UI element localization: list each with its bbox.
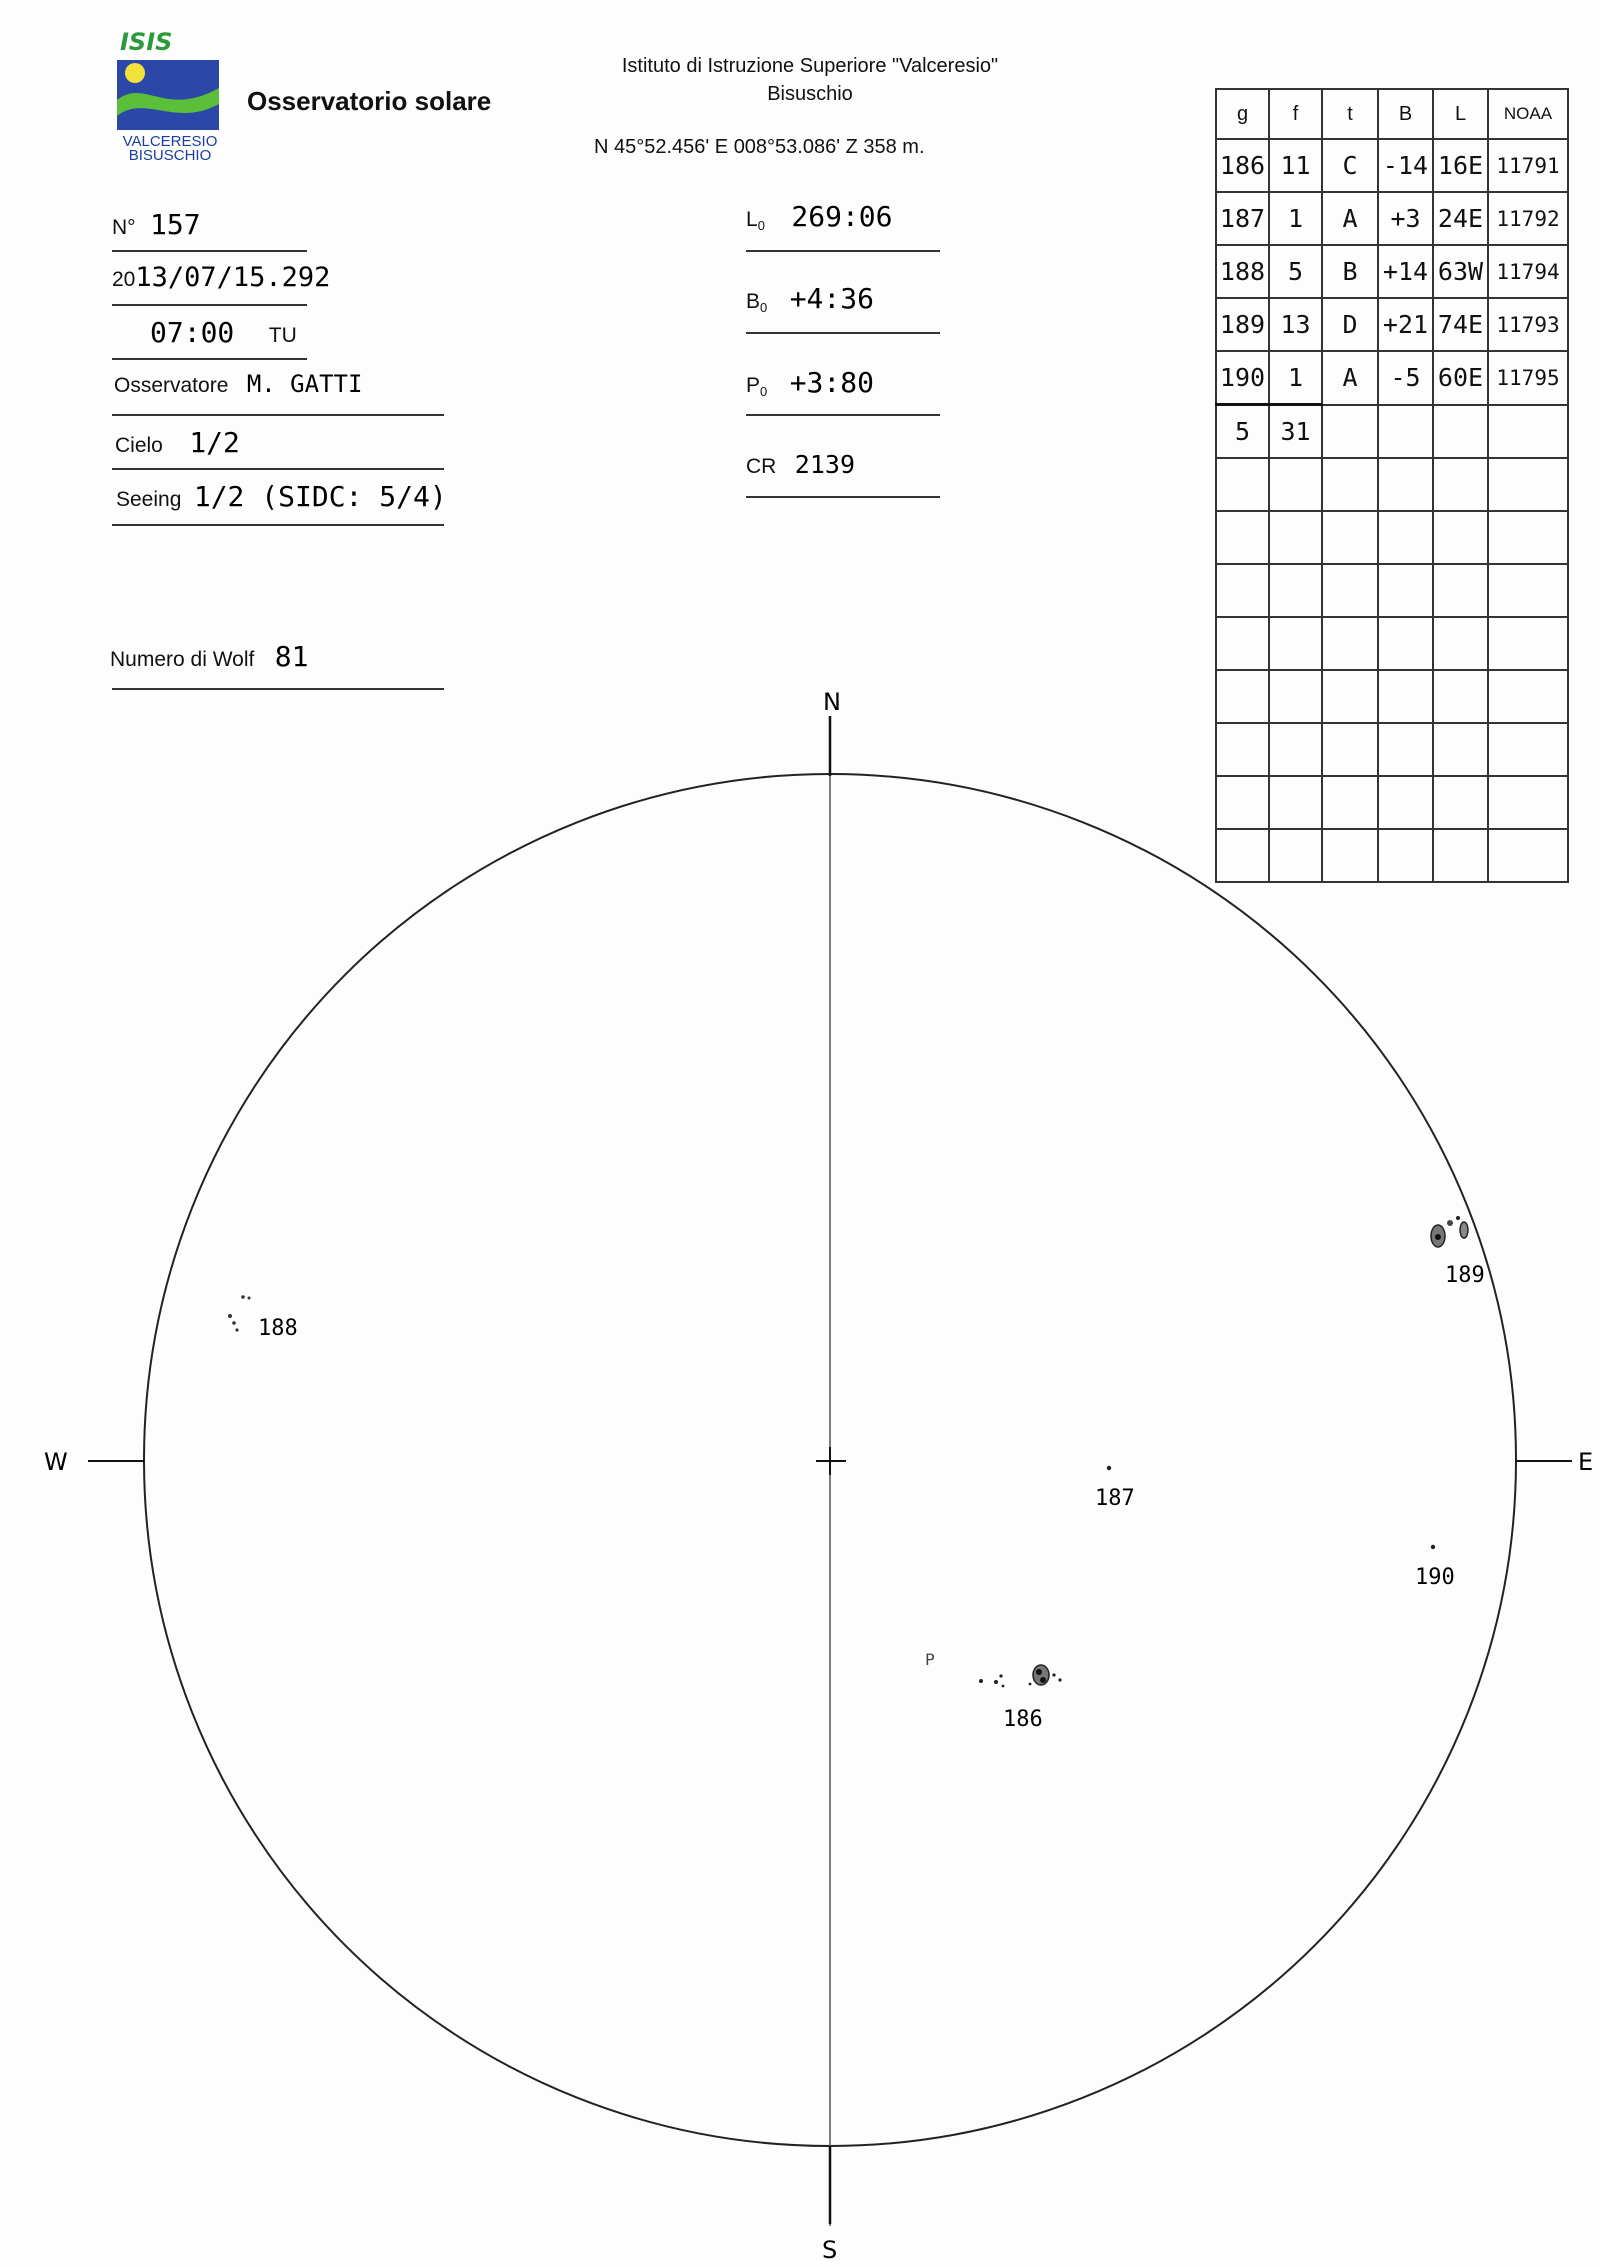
group-label-190: 190 bbox=[1415, 1565, 1455, 1590]
table-row bbox=[1216, 511, 1568, 564]
observatory-coordinates: N 45°52.456' E 008°53.086' Z 358 m. bbox=[594, 136, 925, 158]
table-cell: A bbox=[1322, 351, 1378, 405]
table-cell: +21 bbox=[1378, 298, 1433, 351]
table-cell bbox=[1433, 405, 1488, 459]
seeing-value: 1/2 (SIDC: 5/4) bbox=[193, 480, 447, 513]
table-cell: 16E bbox=[1433, 139, 1488, 192]
table-cell: 60E bbox=[1433, 351, 1488, 405]
table-row bbox=[1216, 617, 1568, 670]
col-header-noaa: NOAA bbox=[1488, 89, 1568, 139]
l0-field: $L_0$ 269:06 bbox=[746, 200, 893, 234]
table-cell: 1 bbox=[1269, 192, 1322, 245]
col-header-g: g bbox=[1216, 89, 1269, 139]
table-row bbox=[1216, 245, 1568, 298]
l0-value: 269:06 bbox=[791, 200, 893, 233]
p0-field: $P_0$ +3:80 bbox=[746, 366, 874, 400]
table-cell: -5 bbox=[1378, 351, 1433, 405]
institute-name: Istituto di Istruzione Superiore "Valceresio" bbox=[621, 55, 999, 77]
sunspot-groups-table bbox=[1215, 88, 1569, 883]
table-cell: D bbox=[1322, 298, 1378, 351]
table-cell: B bbox=[1322, 245, 1378, 298]
sky-field: Cielo 1/2 bbox=[115, 426, 240, 459]
table-row bbox=[1216, 564, 1568, 617]
group-label-187: 187 bbox=[1095, 1486, 1135, 1511]
observer-field: Osservatore M. GATTI bbox=[114, 370, 363, 398]
observer-value: M. GATTI bbox=[246, 370, 363, 398]
date-value: 13/07/15.292 bbox=[135, 262, 331, 293]
table-cell: -14 bbox=[1378, 139, 1433, 192]
table-cell bbox=[1322, 405, 1378, 459]
seeing-field: Seeing 1/2 (SIDC: 5/4) bbox=[116, 480, 447, 513]
table-cell: 11793 bbox=[1488, 298, 1568, 351]
table-row bbox=[1216, 776, 1568, 829]
table-row bbox=[1216, 351, 1568, 405]
wolf-number-value: 81 bbox=[274, 640, 309, 673]
col-header-f: f bbox=[1269, 89, 1322, 139]
group-label-186: 186 bbox=[1003, 1707, 1043, 1732]
penumbra-mark: P bbox=[925, 1650, 935, 1669]
table-cell: 11 bbox=[1269, 139, 1322, 192]
time-value: 07:00 bbox=[150, 316, 235, 349]
east-label: E bbox=[1578, 1448, 1594, 1476]
table-row bbox=[1216, 192, 1568, 245]
table-cell: 11795 bbox=[1488, 351, 1568, 405]
north-label: N bbox=[823, 688, 841, 716]
totals-row bbox=[1216, 405, 1568, 459]
date-field: 2013/07/15.292 bbox=[112, 262, 331, 293]
table-cell: 187 bbox=[1216, 192, 1269, 245]
table-cell: 188 bbox=[1216, 245, 1269, 298]
table-cell: 189 bbox=[1216, 298, 1269, 351]
table-cell: 24E bbox=[1433, 192, 1488, 245]
table-cell: 190 bbox=[1216, 351, 1269, 405]
observatory-title: Osservatorio solare bbox=[247, 86, 492, 116]
table-cell: +3 bbox=[1378, 192, 1433, 245]
table-row bbox=[1216, 829, 1568, 882]
west-label: W bbox=[44, 1448, 68, 1476]
table-cell: 1 bbox=[1269, 351, 1322, 405]
b0-value: +4:36 bbox=[789, 282, 874, 315]
col-header-t: t bbox=[1322, 89, 1378, 139]
table-cell: 11794 bbox=[1488, 245, 1568, 298]
group-label-188: 188 bbox=[258, 1316, 298, 1341]
table-cell: 5 bbox=[1269, 245, 1322, 298]
table-row bbox=[1216, 670, 1568, 723]
table-row bbox=[1216, 298, 1568, 351]
group-label-189: 189 bbox=[1445, 1263, 1485, 1288]
total-groups: 5 bbox=[1216, 405, 1269, 459]
logo-wordmark: ISIS bbox=[120, 28, 173, 56]
sunspot-group-186 bbox=[925, 1650, 1062, 1732]
table-row bbox=[1216, 458, 1568, 511]
table-row bbox=[1216, 139, 1568, 192]
col-header-l: L bbox=[1433, 89, 1488, 139]
logo-caption: VALCERESIO BISUSCHIO bbox=[122, 133, 218, 164]
wolf-number-field: Numero di Wolf 81 bbox=[110, 640, 309, 673]
table-header-row bbox=[1216, 89, 1568, 139]
sunspot-group-188 bbox=[228, 1295, 298, 1341]
sunspot-group-190 bbox=[1415, 1545, 1455, 1590]
table-cell: A bbox=[1322, 192, 1378, 245]
south-label: S bbox=[822, 2236, 838, 2264]
table-cell bbox=[1378, 405, 1433, 459]
table-cell: 186 bbox=[1216, 139, 1269, 192]
time-unit: TU bbox=[268, 324, 297, 347]
carrington-value: 2139 bbox=[794, 450, 856, 479]
table-cell: 63W bbox=[1433, 245, 1488, 298]
number-value: 157 bbox=[150, 208, 201, 241]
total-spots: 31 bbox=[1269, 405, 1322, 459]
table-cell: 11792 bbox=[1488, 192, 1568, 245]
table-cell: +14 bbox=[1378, 245, 1433, 298]
table-cell: 13 bbox=[1269, 298, 1322, 351]
table-cell: 11791 bbox=[1488, 139, 1568, 192]
b0-field: $B_0$ +4:36 bbox=[746, 282, 874, 316]
institute-header bbox=[540, 52, 1080, 108]
institute-town: Bisuschio bbox=[767, 83, 853, 105]
table-cell: C bbox=[1322, 139, 1378, 192]
col-header-b: B bbox=[1378, 89, 1433, 139]
solar-limb bbox=[144, 774, 1516, 2146]
table-cell: 74E bbox=[1433, 298, 1488, 351]
number-field: N° 157 bbox=[112, 208, 201, 241]
p0-value: +3:80 bbox=[789, 366, 874, 399]
sunspot-group-189 bbox=[1431, 1216, 1485, 1288]
time-field bbox=[150, 316, 297, 349]
table-cell bbox=[1488, 405, 1568, 459]
sky-value: 1/2 bbox=[189, 426, 240, 459]
sunspot-group-187 bbox=[1095, 1466, 1135, 1511]
carrington-field: CR 2139 bbox=[746, 450, 856, 479]
table-row bbox=[1216, 723, 1568, 776]
